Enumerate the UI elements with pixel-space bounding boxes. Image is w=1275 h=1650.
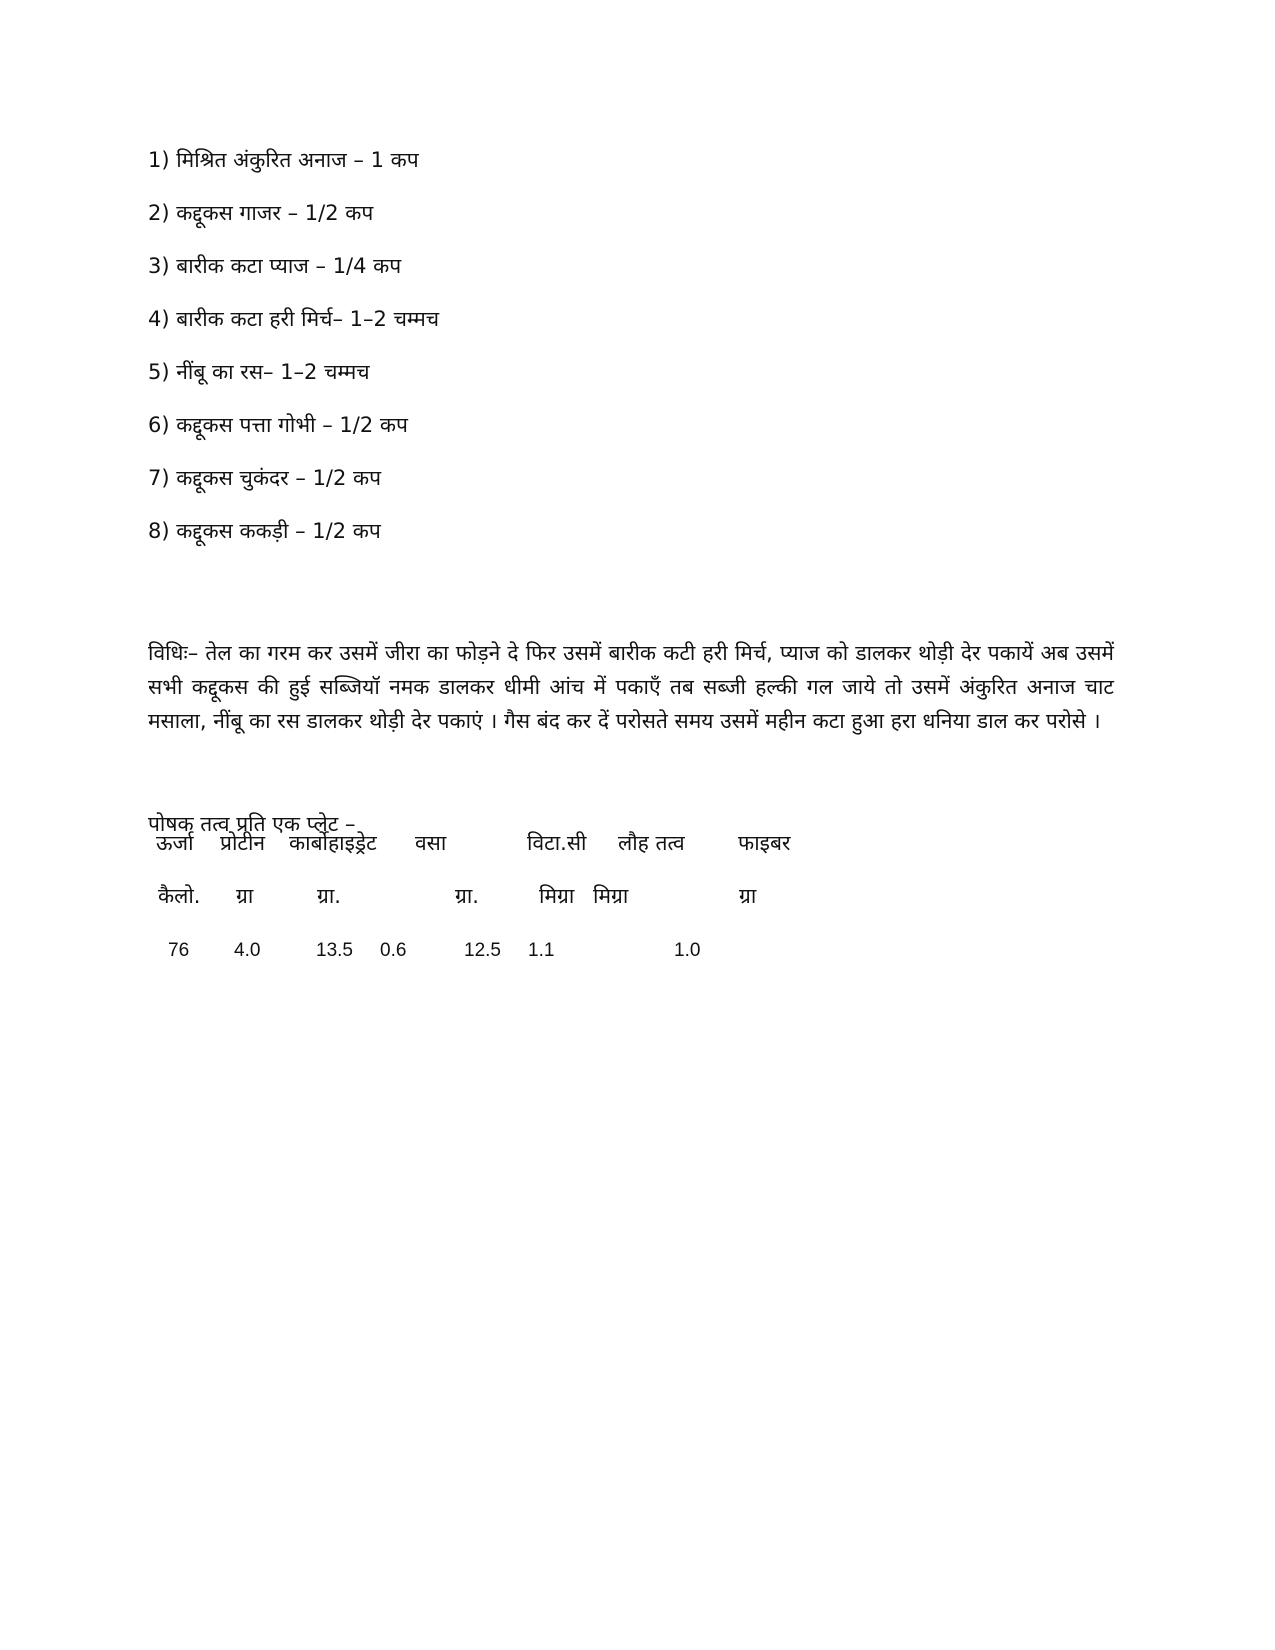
ingredient-item: 7) कद्दूकस चुकंदर – 1/2 कप <box>148 466 382 490</box>
ingredient-item: 5) नींबू का रस– 1–2 चम्मच <box>148 360 370 384</box>
ingredient-item: 2) कद्दूकस गाजर – 1/2 कप <box>148 201 374 225</box>
nutrient-header: लौह तत्व <box>618 831 685 855</box>
nutrient-unit: ग्रा <box>236 884 254 908</box>
nutrient-unit: मिग्रा <box>539 884 575 908</box>
nutrient-header: ऊर्जा <box>156 831 194 855</box>
nutrient-value: 76 <box>168 940 190 961</box>
nutrient-header: विटा.सी <box>527 831 587 855</box>
nutrient-unit: कैलो. <box>158 884 201 908</box>
nutrition-heading: पोषक तत्व प्रति एक प्लेट – <box>148 812 356 836</box>
method-paragraph: विधिः– तेल का गरम कर उसमें जीरा का फोड़ने दे फिर उसमें बारीक कटी हरी मिर्च, प्याज को डालकर थोड़ी देर पकायें अब उसमें सभी कद्दूकस की हुई सब्जियॉ नमक डालकर धीमी आंच में पकाएँ तब सब्जी हल्की गल जाये तो उसमें अंकुरित अनाज चाट मसाला, नींबू का रस डालकर थोड़ी देर पकाएं । गैस बंद कर दें परोसते समय उसमें महीन कटा हुआ हरा धनिया डाल कर परोसे । <box>148 641 1114 733</box>
nutrient-header: प्रोटीन <box>220 831 266 855</box>
nutrient-header: वसा <box>415 831 447 855</box>
ingredient-item: 4) बारीक कटा हरी मिर्च– 1–2 चम्मच <box>148 307 440 331</box>
nutrient-value: 4.0 <box>234 940 261 961</box>
nutrient-header: फाइबर <box>738 831 791 855</box>
ingredient-item: 3) बारीक कटा प्याज – 1/4 कप <box>148 254 402 278</box>
nutrient-unit: ग्रा. <box>455 884 479 908</box>
nutrient-value: 1.1 <box>528 940 555 961</box>
nutrient-value: 12.5 <box>464 940 501 961</box>
nutrient-unit: ग्रा <box>739 884 757 908</box>
nutrient-value: 13.5 <box>316 940 353 961</box>
nutrient-unit: मिग्रा <box>593 884 629 908</box>
nutrient-header: कार्बोहाइड्रेट <box>289 831 377 855</box>
ingredient-item: 6) कद्दूकस पत्ता गोभी – 1/2 कप <box>148 413 408 437</box>
nutrient-value: 0.6 <box>380 940 407 961</box>
nutrient-unit: ग्रा. <box>317 884 341 908</box>
ingredient-item: 8) कद्दूकस ककड़ी – 1/2 कप <box>148 519 381 543</box>
nutrient-value: 1.0 <box>674 940 701 961</box>
ingredient-item: 1) मिश्रित अंकुरित अनाज – 1 कप <box>148 148 419 172</box>
